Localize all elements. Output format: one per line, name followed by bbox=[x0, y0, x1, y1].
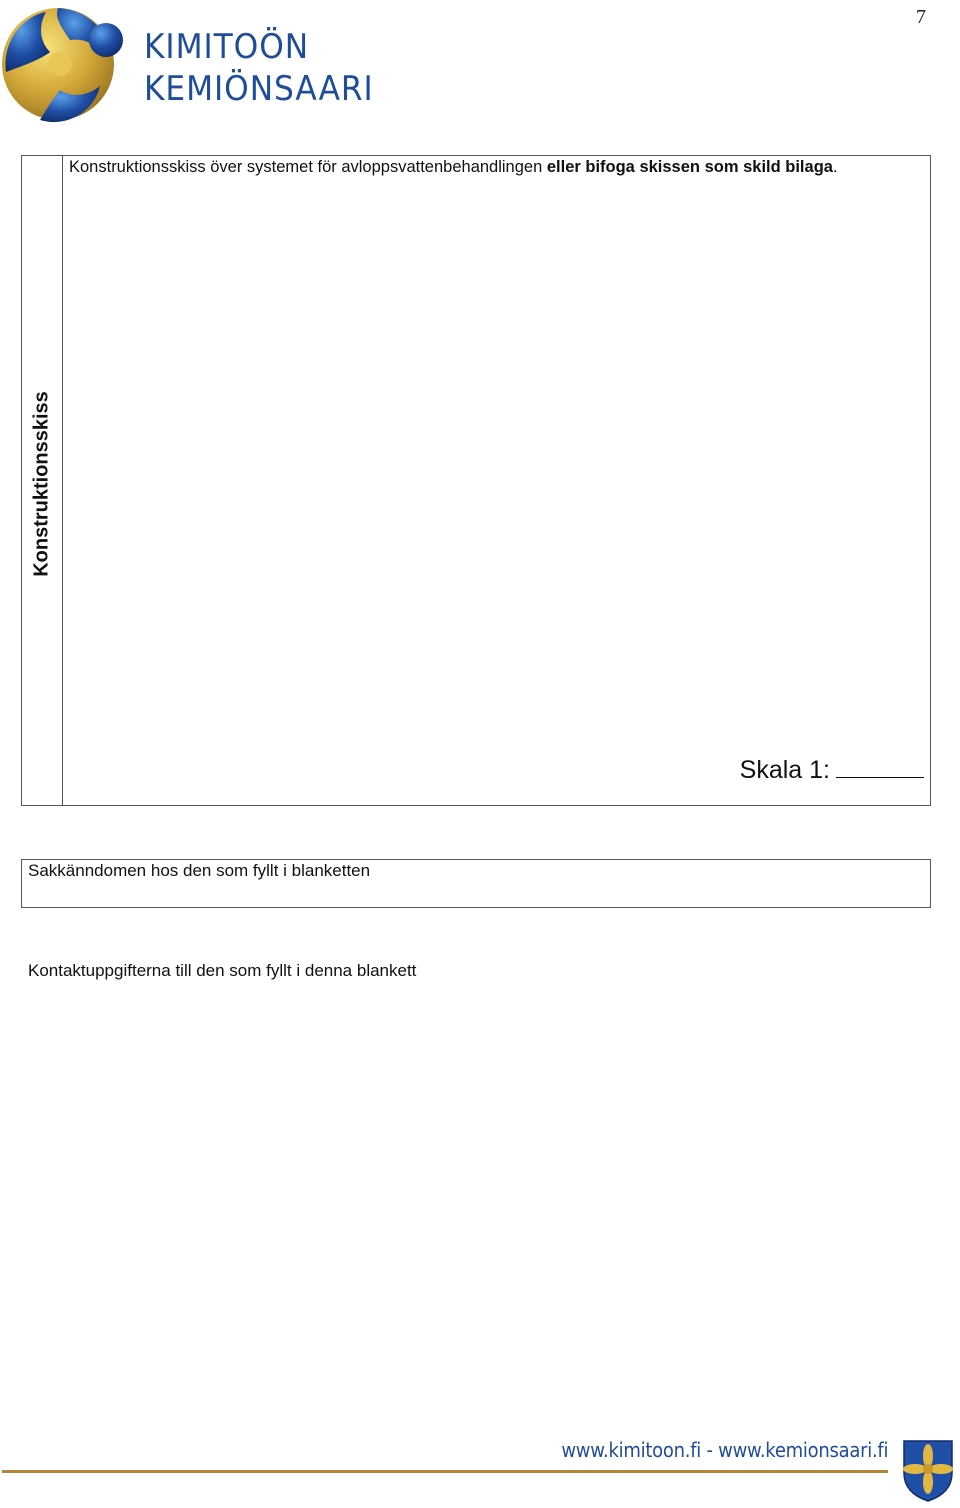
sketch-instruction bbox=[69, 157, 924, 178]
kimitoon-logo-icon bbox=[0, 0, 132, 128]
sketch-side-label: Konstruktionsskiss bbox=[30, 391, 53, 577]
coat-of-arms-icon bbox=[902, 1439, 954, 1503]
footer-divider bbox=[2, 1470, 888, 1473]
logo-line-kimitoon: KIMITOÖN bbox=[144, 27, 310, 67]
logo-wordmark bbox=[144, 26, 394, 110]
sketch-drawing-area[interactable] bbox=[63, 156, 930, 805]
scale-label: Skala 1: bbox=[739, 756, 830, 784]
scale-row bbox=[740, 755, 924, 785]
scale-input-line[interactable] bbox=[836, 755, 924, 778]
page-number: 7 bbox=[916, 6, 926, 28]
expertise-label: Sakkänndomen hos den som fyllt i blanketten bbox=[28, 861, 371, 880]
sketch-side-column bbox=[22, 156, 63, 805]
logo-line-kemionsaari: KEMIÖNSAARI bbox=[144, 69, 374, 109]
sketch-instruction-end: . bbox=[832, 158, 838, 176]
municipality-logo bbox=[0, 0, 400, 128]
contact-label: Kontaktuppgifterna till den som fyllt i denna blankett bbox=[28, 961, 417, 980]
sketch-instruction-bold: eller bifoga skissen som skild bilaga bbox=[546, 158, 833, 176]
expertise-field[interactable] bbox=[21, 859, 931, 908]
sketch-instruction-regular: Konstruktionsskiss över systemet för avloppsvattenbehandlingen bbox=[69, 158, 547, 176]
footer-website-links[interactable]: www.kimitoon.fi - www.kemionsaari.fi bbox=[561, 1438, 888, 1462]
sketch-section bbox=[21, 155, 931, 806]
